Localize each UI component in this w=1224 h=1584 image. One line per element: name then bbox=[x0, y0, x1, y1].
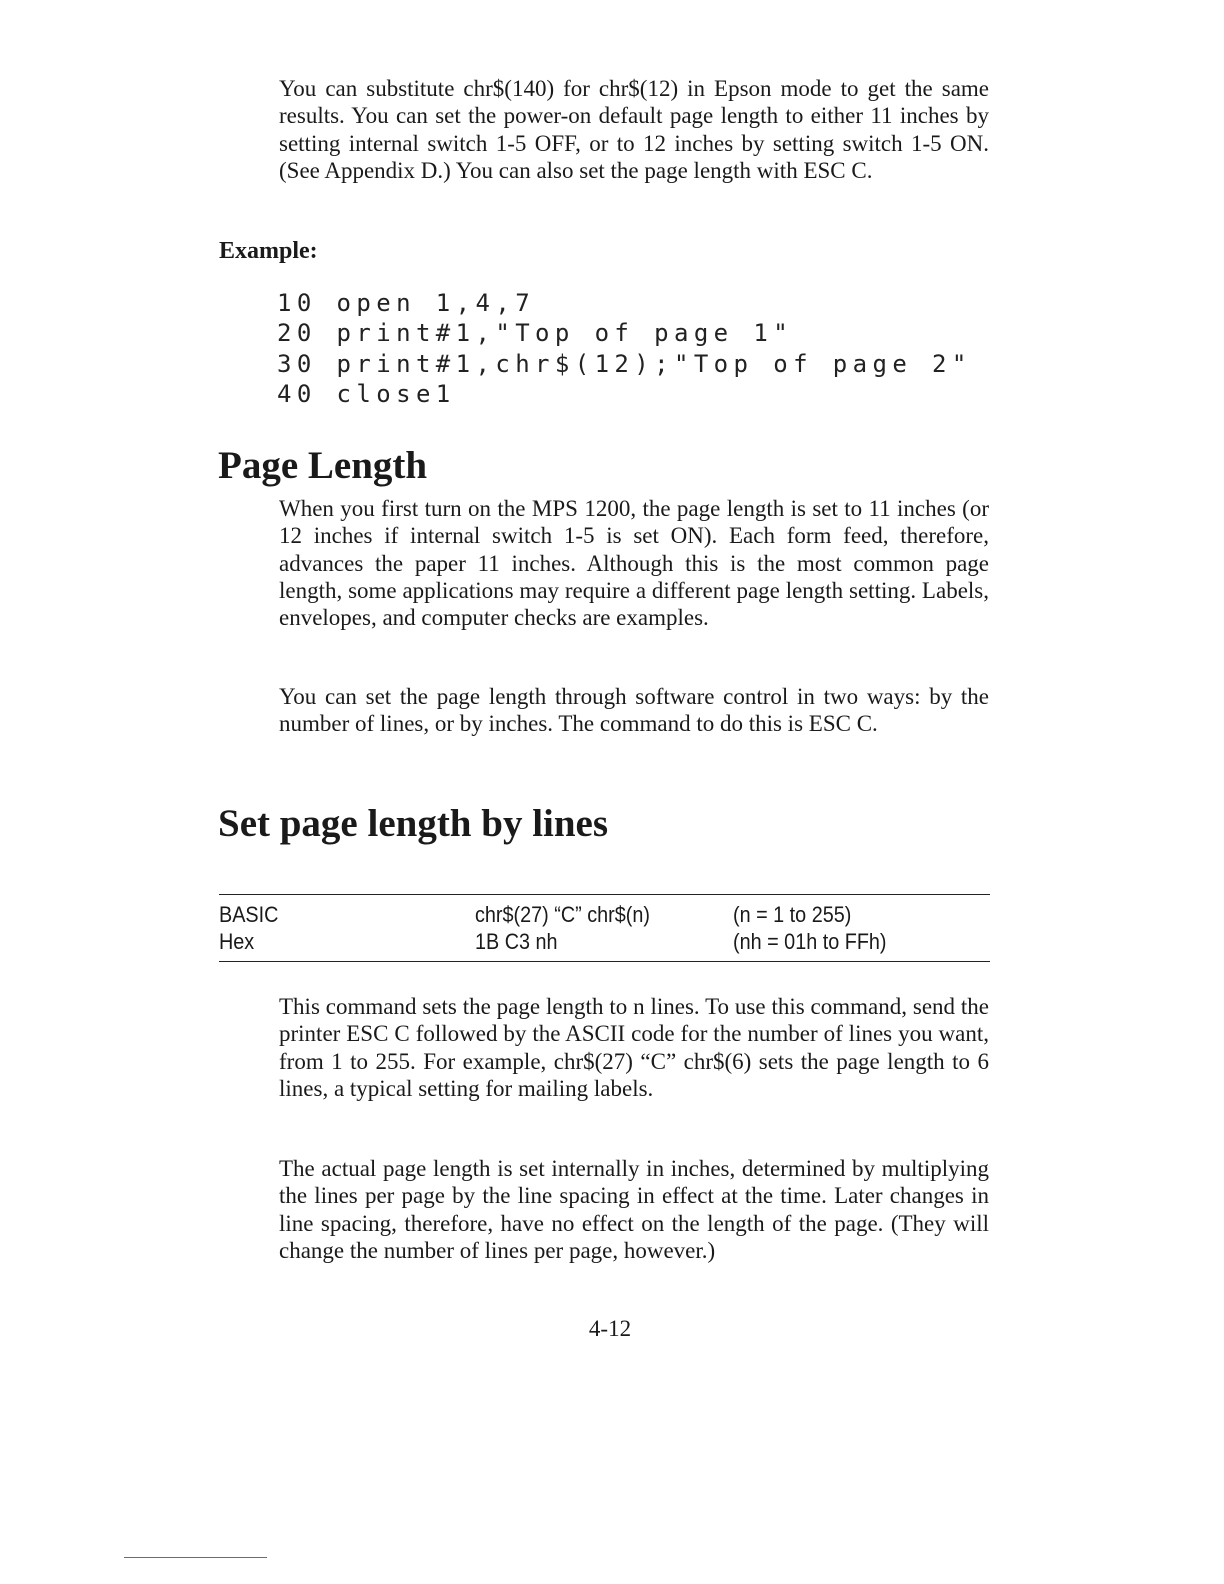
page-number: 4-12 bbox=[588, 1316, 632, 1341]
code-line: 10 open 1,4,7 bbox=[277, 289, 536, 317]
command-row-basic bbox=[219, 901, 990, 929]
command-row-hex bbox=[219, 928, 990, 956]
code-line: 30 print#1,chr$(12);"Top of page 2" bbox=[277, 349, 972, 378]
command-row-code: chr$(27) “C” chr$(n) bbox=[475, 902, 650, 927]
example-label: Example: bbox=[219, 238, 318, 264]
footer-rule bbox=[124, 1557, 267, 1558]
intro-paragraph: You can substitute chr$(140) for chr$(12) in Epson mode to get the same results. You can set the power-on default page length to either 11 inches by setting internal switch 1-5 OFF, or to 12 inches by setting switch 1-5 ON. (See Appendix D.) You can also set the page length with ESC C. bbox=[279, 76, 989, 183]
page-length-heading: Page Length bbox=[218, 444, 428, 487]
code-line: 40 close1 bbox=[277, 379, 456, 408]
command-row-range: (nh = 01h to FFh) bbox=[733, 929, 887, 954]
command-row-label: BASIC bbox=[219, 902, 279, 927]
code-line: 20 print#1,"Top of page 1" bbox=[277, 319, 794, 348]
command-row-code: 1B C3 nh bbox=[475, 929, 558, 954]
page-length-paragraph: You can set the page length through software control in two ways: by the number of lines, or by inches. The command to do this is ESC C. bbox=[279, 684, 989, 737]
set-by-lines-paragraph: This command sets the page length to n lines. To use this command, send the printer ESC C followed by the ASCII code for the number of lines you want, from 1 to 255. For example, chr$(27) “C” chr$(6) sets the page length to 6 lines, a typical setting for mailing labels. bbox=[279, 994, 989, 1101]
set-by-lines-paragraph: The actual page length is set internally in inches, determined by multiplying the lines per page by the line spacing in effect at the time. Later changes in line spacing, therefore, have no effect on the length of the page. (They will change the number of lines per page, however.) bbox=[279, 1156, 989, 1263]
command-syntax-table bbox=[219, 894, 990, 962]
command-row-label: Hex bbox=[219, 929, 255, 954]
page-length-paragraph: When you first turn on the MPS 1200, the page length is set to 11 inches (or 12 inches if internal switch 1-5 is set ON). Each form feed, therefore, advances the paper 11 inches. Although this is the most common page length, some applications may require a different page length setting. Labels, envelopes, and computer checks are examples. bbox=[279, 496, 989, 631]
example-code-block bbox=[277, 288, 972, 409]
command-row-range: (n = 1 to 255) bbox=[733, 902, 852, 927]
set-by-lines-heading: Set page length by lines bbox=[218, 802, 609, 845]
